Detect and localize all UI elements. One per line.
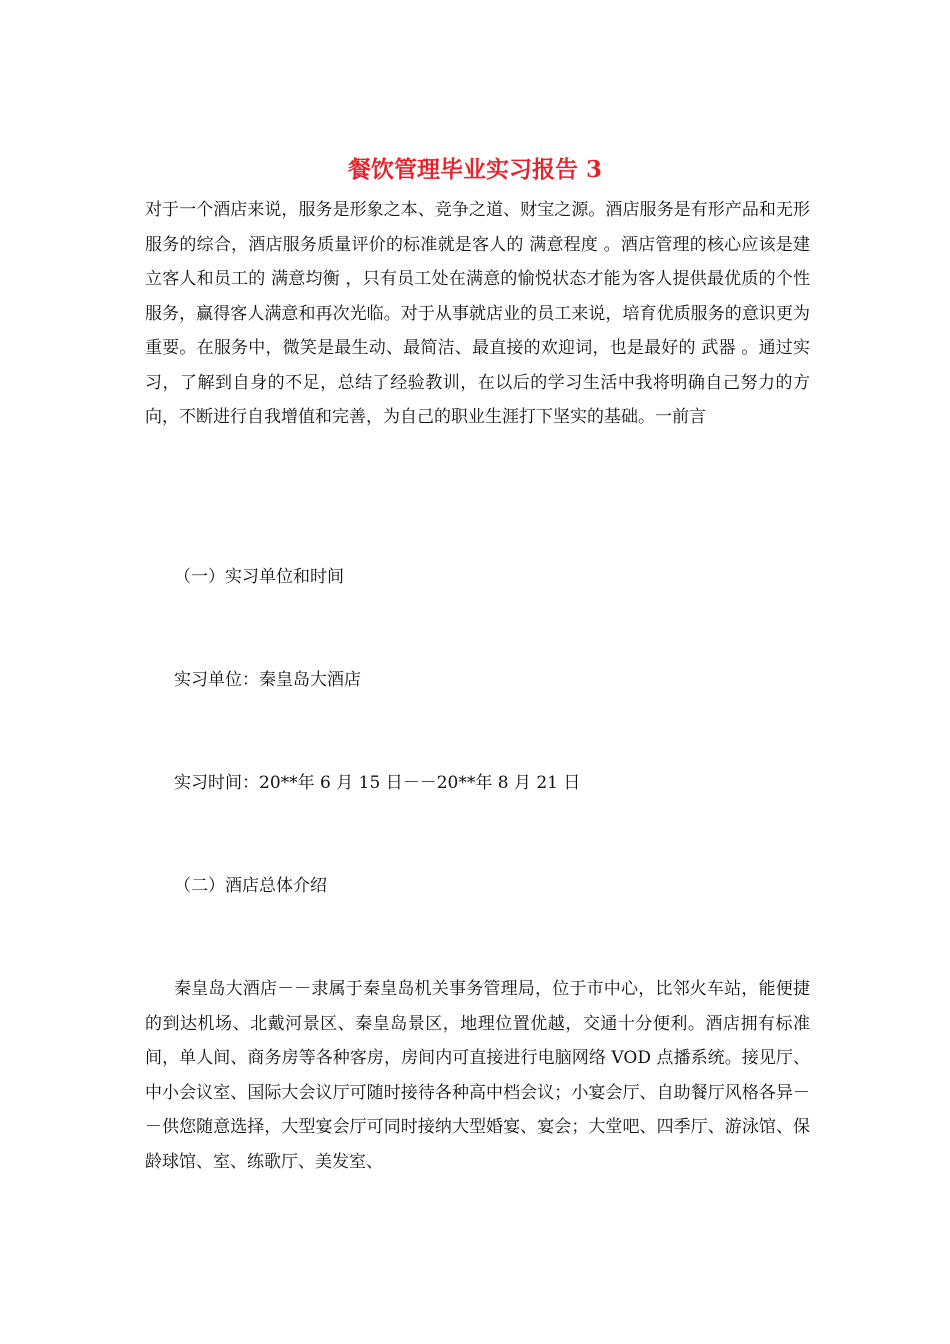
document-title: 餐饮管理毕业实习报告 3 — [347, 156, 602, 183]
internship-time: 实习时间：20**年 6 月 15 日－－20**年 8 月 21 日 — [174, 773, 581, 793]
hotel-intro-paragraph: 秦皇岛大酒店－－隶属于秦皇岛机关事务管理局，位于市中心，比邻火车站，能便捷的到达机场、北戴河景区、秦皇岛景区，地理位置优越，交通十分便利。酒店拥有标准间，单人间、商务房等各种客房，房间内可直接进行电脑网络 VOD 点播系统。接见厅、中小会议室、国际大会议厅可随时接待各种高中档会议；小宴会厅、自助餐厅风格各异－－供您随意选择，大型宴会厅可同时接纳大型婚宴、宴会；大堂吧、四季厅、游泳馆、保龄球馆、室、练歌厅、美发室、 — [145, 979, 810, 1172]
internship-unit: 实习单位：秦皇岛大酒店 — [174, 670, 361, 690]
section-heading-internship: （一）实习单位和时间 — [174, 567, 344, 587]
section-heading-hotel: （二）酒店总体介绍 — [174, 876, 327, 896]
intro-paragraph: 对于一个酒店来说，服务是形象之本、竞争之道、财宝之源。酒店服务是有形产品和无形服务的综合，酒店服务质量评价的标准就是客人的 满意程度 。酒店管理的核心应该是建立客人和员工的 满意均衡 ，只有员工处在满意的愉悦状态才能为客人提供最优质的个性服务，赢得客人满意和再次光临。对于从事就店业的员工来说，培育优质服务的意识更为重要。在服务中，微笑是最生动、最简洁、最直接的欢迎词，也是最好的 武器 。通过实习，了解到自身的不足，总结了经验教训，在以后的学习生活中我将明确自己努力的方向，不断进行自我增值和完善，为自己的职业生涯打下坚实的基础。一前言 — [145, 200, 810, 427]
